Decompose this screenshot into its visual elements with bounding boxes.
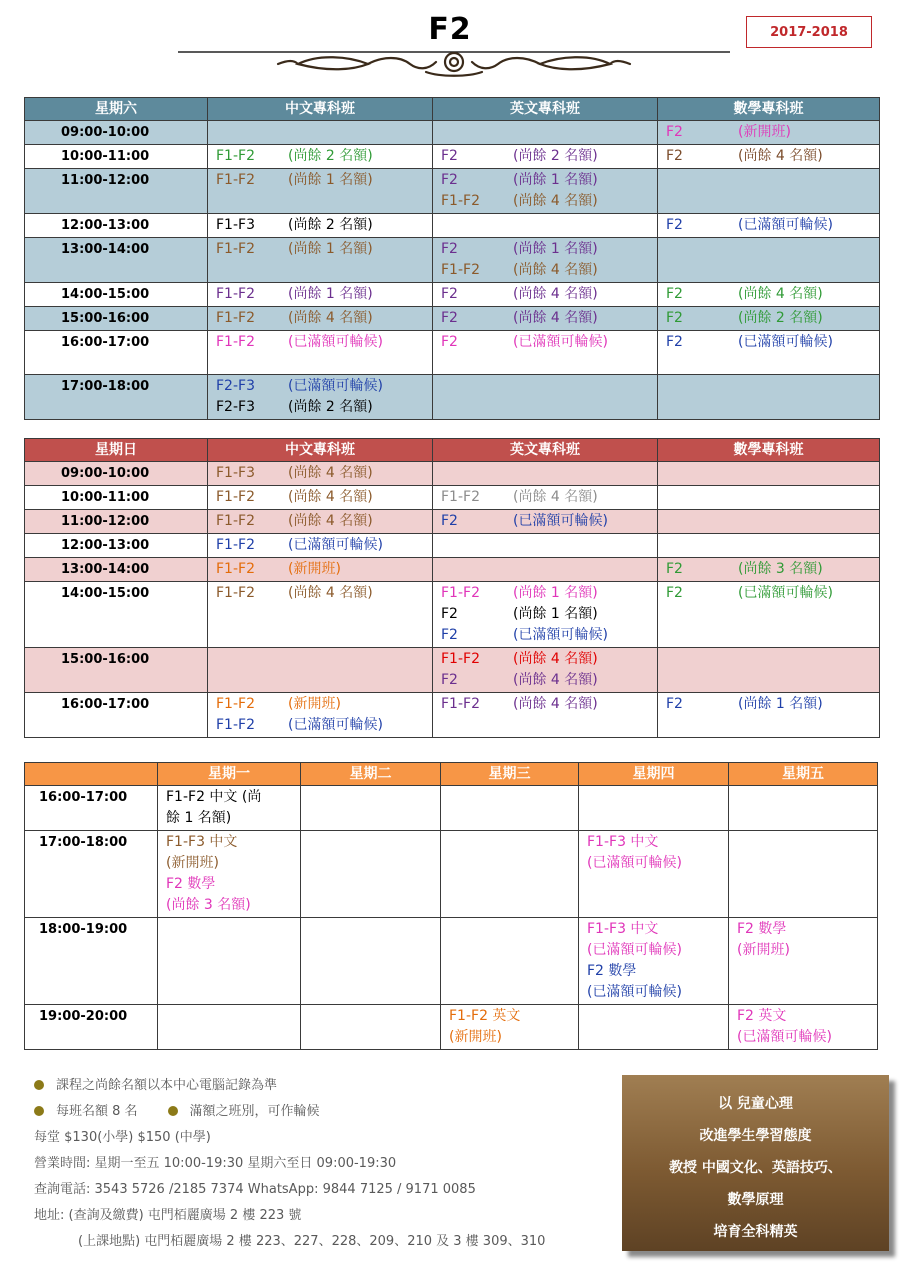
class-status: (已滿額可輪候) <box>288 334 383 350</box>
class-line: (已滿額可輪候) <box>587 855 682 871</box>
class-cell <box>208 169 433 214</box>
table-row <box>25 145 880 169</box>
class-entry <box>666 215 871 236</box>
time-slot: 17:00-18:00 <box>25 831 158 918</box>
class-status: (已滿額可輪候) <box>513 513 608 529</box>
time-slot: 15:00-16:00 <box>25 307 208 331</box>
class-cell <box>301 831 441 918</box>
class-entry <box>441 260 649 281</box>
class-cell <box>433 648 658 693</box>
class-cell <box>208 121 433 145</box>
class-level: F2 <box>441 241 458 257</box>
class-level: F2 <box>441 606 458 622</box>
class-cell <box>208 534 433 558</box>
slogan-line: 教授 中國文化、英語技巧、 <box>669 1160 842 1176</box>
class-level: F1-F2 <box>441 262 480 278</box>
time-slot: 13:00-14:00 <box>25 558 208 582</box>
class-cell <box>658 145 880 169</box>
class-cell <box>658 169 880 214</box>
class-status: (已滿額可輪候) <box>738 585 833 601</box>
class-entry <box>216 535 424 556</box>
class-cell <box>433 214 658 238</box>
class-status: (尚餘 1 名額) <box>513 585 598 601</box>
class-cell <box>208 510 433 534</box>
class-level: F1-F3 <box>216 217 255 233</box>
class-cell <box>301 918 441 1005</box>
header-chinese: 中文專科班 <box>208 439 433 462</box>
header-tuesday: 星期二 <box>301 763 441 786</box>
sunday-schedule-table <box>24 438 880 738</box>
class-status: (尚餘 4 名額) <box>513 310 598 326</box>
class-level: F2 <box>666 124 683 140</box>
class-level: F1-F2 <box>441 489 480 505</box>
header-friday: 星期五 <box>729 763 878 786</box>
class-cell <box>208 238 433 283</box>
class-line: F1-F2 中文 (尚 <box>166 789 262 805</box>
table-row <box>25 693 880 738</box>
table-row <box>25 283 880 307</box>
class-line: F2 數學 <box>166 876 216 892</box>
header-day: 星期日 <box>25 439 208 462</box>
class-cell <box>658 582 880 648</box>
weekday-schedule-table <box>24 762 878 1050</box>
class-cell <box>433 331 658 375</box>
class-status: (尚餘 4 名額) <box>513 193 598 209</box>
class-cell <box>208 307 433 331</box>
table-row <box>25 214 880 238</box>
class-cell <box>433 486 658 510</box>
table-row <box>25 534 880 558</box>
bullet-icon <box>168 1106 178 1116</box>
class-status: (已滿額可輪候) <box>738 334 833 350</box>
class-level: F1-F2 <box>216 310 255 326</box>
class-level: F1-F2 <box>216 585 255 601</box>
class-status: (尚餘 2 名額) <box>288 148 373 164</box>
class-status: (已滿額可輪候) <box>288 717 383 733</box>
table-row <box>25 786 878 831</box>
class-cell <box>433 558 658 582</box>
class-status: (已滿額可輪候) <box>738 217 833 233</box>
class-entry <box>441 625 649 646</box>
class-level: F1-F2 <box>216 513 255 529</box>
table-row <box>25 375 880 420</box>
class-entry <box>441 583 649 604</box>
class-line: F2 數學 <box>737 921 787 937</box>
class-cell <box>658 121 880 145</box>
page-title: F2 <box>428 12 472 47</box>
class-status: (尚餘 4 名額) <box>288 310 373 326</box>
class-level: F2 <box>666 217 683 233</box>
time-slot: 16:00-17:00 <box>25 786 158 831</box>
table-row <box>25 558 880 582</box>
time-slot: 12:00-13:00 <box>25 214 208 238</box>
class-cell <box>433 534 658 558</box>
class-line: (已滿額可輪候) <box>587 984 682 1000</box>
class-status: (尚餘 4 名額) <box>513 286 598 302</box>
class-cell <box>579 786 729 831</box>
class-cell <box>433 375 658 420</box>
class-cell <box>208 486 433 510</box>
class-cell <box>208 283 433 307</box>
class-status: (尚餘 4 名額) <box>513 651 598 667</box>
class-line: (新開班) <box>449 1029 502 1045</box>
class-cell <box>208 214 433 238</box>
header-chinese: 中文專科班 <box>208 98 433 121</box>
class-cell <box>729 831 878 918</box>
header-wednesday: 星期三 <box>441 763 579 786</box>
class-level: F2 <box>666 334 683 350</box>
class-entry <box>666 308 871 329</box>
class-cell <box>208 375 433 420</box>
class-cell <box>433 307 658 331</box>
class-cell <box>208 648 433 693</box>
class-cell <box>433 510 658 534</box>
time-slot: 18:00-19:00 <box>25 918 158 1005</box>
bullet-icon <box>34 1080 44 1090</box>
class-cell <box>658 462 880 486</box>
time-slot: 16:00-17:00 <box>25 331 208 375</box>
class-entry <box>216 284 424 305</box>
time-slot: 12:00-13:00 <box>25 534 208 558</box>
class-cell <box>658 486 880 510</box>
class-cell <box>658 214 880 238</box>
class-entry <box>441 284 649 305</box>
class-cell <box>433 169 658 214</box>
table-row <box>25 486 880 510</box>
time-slot: 14:00-15:00 <box>25 283 208 307</box>
table-row <box>25 831 878 918</box>
note-phone: 查詢電話: 3543 5726 /2185 7374 WhatsApp: 9844 7125 / 9171 0085 <box>34 1182 476 1197</box>
class-entry <box>441 191 649 212</box>
class-status: (已滿額可輪候) <box>288 378 383 394</box>
class-cell <box>158 1005 301 1050</box>
class-entry <box>441 308 649 329</box>
class-line: F1-F3 中文 <box>587 921 659 937</box>
time-slot: 09:00-10:00 <box>25 462 208 486</box>
table-row <box>25 462 880 486</box>
class-entry <box>666 332 871 353</box>
class-status: (新開班) <box>288 696 341 712</box>
class-line: F1-F2 英文 <box>449 1008 521 1024</box>
table-row <box>25 648 880 693</box>
class-status: (新開班) <box>738 124 791 140</box>
class-line: (尚餘 3 名額) <box>166 897 251 913</box>
class-level: F1-F2 <box>216 286 255 302</box>
class-level: F2 <box>666 148 683 164</box>
time-slot: 10:00-11:00 <box>25 486 208 510</box>
time-slot: 17:00-18:00 <box>25 375 208 420</box>
class-cell <box>729 1005 878 1050</box>
class-status: (尚餘 3 名額) <box>738 561 823 577</box>
class-cell <box>658 510 880 534</box>
class-entry <box>666 284 871 305</box>
class-entry <box>666 122 871 143</box>
class-level: F2 <box>666 561 683 577</box>
class-entry <box>216 170 424 191</box>
class-cell <box>658 375 880 420</box>
table-row <box>25 121 880 145</box>
class-entry <box>216 487 424 508</box>
class-level: F1-F2 <box>216 334 255 350</box>
class-level: F2 <box>441 672 458 688</box>
time-slot: 11:00-12:00 <box>25 169 208 214</box>
class-entry <box>216 397 424 418</box>
class-cell <box>301 1005 441 1050</box>
class-cell <box>208 582 433 648</box>
class-cell <box>579 831 729 918</box>
class-level: F1-F3 <box>216 465 255 481</box>
class-status: (尚餘 1 名額) <box>288 241 373 257</box>
class-cell <box>208 331 433 375</box>
note-class-location: (上課地點) 屯門栢麗廣場 2 樓 223、227、228、209、210 及 3 樓 309、310 <box>78 1234 546 1249</box>
header-english: 英文專科班 <box>433 439 658 462</box>
slogan-box <box>622 1075 889 1251</box>
class-entry <box>216 308 424 329</box>
class-line: F2 英文 <box>737 1008 787 1024</box>
class-level: F2-F3 <box>216 378 255 394</box>
class-line: (新開班) <box>166 855 219 871</box>
class-status: (尚餘 2 名額) <box>738 310 823 326</box>
time-slot: 10:00-11:00 <box>25 145 208 169</box>
slogan-line: 改進學生學習態度 <box>699 1128 812 1144</box>
class-line: (已滿額可輪候) <box>737 1029 832 1045</box>
header-english: 英文專科班 <box>433 98 658 121</box>
table-row <box>25 1005 878 1050</box>
class-line: F1-F3 中文 <box>587 834 659 850</box>
table-row <box>25 169 880 214</box>
class-entry <box>441 170 649 191</box>
class-cell <box>158 831 301 918</box>
class-status: (尚餘 4 名額) <box>288 489 373 505</box>
class-cell <box>208 558 433 582</box>
header-math: 數學專科班 <box>658 439 880 462</box>
class-level: F2 <box>441 310 458 326</box>
class-level: F2-F3 <box>216 399 255 415</box>
class-status: (尚餘 2 名額) <box>288 399 373 415</box>
time-slot: 09:00-10:00 <box>25 121 208 145</box>
table-row <box>25 307 880 331</box>
class-level: F1-F2 <box>441 193 480 209</box>
class-level: F1-F2 <box>441 585 480 601</box>
class-cell <box>579 1005 729 1050</box>
class-cell <box>433 121 658 145</box>
class-entry <box>216 376 424 397</box>
class-level: F2 <box>441 627 458 643</box>
class-cell <box>208 462 433 486</box>
class-entry <box>441 694 649 715</box>
year-badge: 2017-2018 <box>746 16 872 48</box>
class-status: (尚餘 1 名額) <box>513 172 598 188</box>
note-fee: 每堂 $130(小學) $150 (中學) <box>34 1130 211 1145</box>
time-slot: 19:00-20:00 <box>25 1005 158 1050</box>
time-slot: 13:00-14:00 <box>25 238 208 283</box>
bullet-icon <box>34 1106 44 1116</box>
class-entry <box>216 583 424 604</box>
class-status: (新開班) <box>288 561 341 577</box>
header-time <box>25 763 158 786</box>
slogan-line: 培育全科精英 <box>713 1224 798 1240</box>
class-status: (已滿額可輪候) <box>513 334 608 350</box>
note-hours: 營業時間: 星期一至五 10:00-19:30 星期六至日 09:00-19:30 <box>34 1156 397 1171</box>
class-status: (尚餘 4 名額) <box>288 513 373 529</box>
slogan-line: 以 兒童心理 <box>718 1096 793 1112</box>
time-slot: 15:00-16:00 <box>25 648 208 693</box>
class-status: (尚餘 4 名額) <box>288 465 373 481</box>
class-level: F2 <box>666 286 683 302</box>
table-row <box>25 331 880 375</box>
slogan-line: 數學原理 <box>727 1192 784 1208</box>
time-slot: 14:00-15:00 <box>25 582 208 648</box>
class-cell <box>158 786 301 831</box>
class-level: F1-F2 <box>216 148 255 164</box>
class-entry <box>216 239 424 260</box>
class-status: (尚餘 1 名額) <box>513 241 598 257</box>
class-status: (已滿額可輪候) <box>288 537 383 553</box>
class-entry <box>441 332 649 353</box>
class-entry <box>441 487 649 508</box>
class-level: F2 <box>441 513 458 529</box>
class-entry <box>441 511 649 532</box>
table-row <box>25 582 880 648</box>
class-line: F2 數學 <box>587 963 637 979</box>
class-cell <box>658 238 880 283</box>
class-cell <box>441 786 579 831</box>
class-entry <box>441 649 649 670</box>
class-cell <box>579 918 729 1005</box>
class-cell <box>433 238 658 283</box>
class-entry <box>441 239 649 260</box>
note-address: 地址: (查詢及繳費) 屯門栢麗廣場 2 樓 223 號 <box>34 1208 302 1223</box>
class-cell <box>658 693 880 738</box>
saturday-schedule-table <box>24 97 880 420</box>
header-thursday: 星期四 <box>579 763 729 786</box>
notes-block <box>34 1073 614 1255</box>
class-cell <box>433 693 658 738</box>
header-math: 數學專科班 <box>658 98 880 121</box>
class-line: F1-F3 中文 <box>166 834 238 850</box>
class-status: (尚餘 1 名額) <box>738 696 823 712</box>
class-cell <box>301 786 441 831</box>
note-quota-record: 課程之尚餘名額以本中心電腦記錄為準 <box>34 1073 614 1099</box>
class-status: (尚餘 1 名額) <box>513 606 598 622</box>
class-line: (已滿額可輪候) <box>587 942 682 958</box>
class-cell <box>441 831 579 918</box>
class-entry <box>216 511 424 532</box>
class-status: (尚餘 4 名額) <box>738 148 823 164</box>
class-status: (尚餘 4 名額) <box>513 696 598 712</box>
class-status: (尚餘 1 名額) <box>288 172 373 188</box>
class-status: (尚餘 2 名額) <box>513 148 598 164</box>
class-cell <box>658 648 880 693</box>
class-status: (尚餘 1 名額) <box>288 286 373 302</box>
class-cell <box>658 283 880 307</box>
class-level: F2 <box>441 148 458 164</box>
class-entry <box>666 559 871 580</box>
class-level: F1-F2 <box>216 717 255 733</box>
class-entry <box>216 146 424 167</box>
ornament-divider-icon <box>178 46 730 78</box>
class-entry <box>216 463 424 484</box>
class-cell <box>729 786 878 831</box>
class-status: (尚餘 4 名額) <box>738 286 823 302</box>
class-entry <box>666 583 871 604</box>
class-entry <box>441 146 649 167</box>
table-row <box>25 510 880 534</box>
class-entry <box>441 670 649 691</box>
class-entry <box>441 604 649 625</box>
class-level: F2 <box>666 310 683 326</box>
class-level: F1-F2 <box>441 651 480 667</box>
class-level: F1-F2 <box>216 696 255 712</box>
table-row <box>25 238 880 283</box>
class-cell <box>433 462 658 486</box>
class-level: F1-F2 <box>216 241 255 257</box>
class-level: F1-F2 <box>441 696 480 712</box>
class-status: (已滿額可輪候) <box>513 627 608 643</box>
class-cell <box>433 582 658 648</box>
class-level: F2 <box>441 334 458 350</box>
class-cell <box>433 145 658 169</box>
class-entry <box>666 694 871 715</box>
class-cell <box>208 145 433 169</box>
class-cell <box>433 283 658 307</box>
class-level: F2 <box>441 286 458 302</box>
class-entry <box>666 146 871 167</box>
time-slot: 11:00-12:00 <box>25 510 208 534</box>
class-status: (尚餘 4 名額) <box>513 672 598 688</box>
note-class-size: 每班名額 8 名 滿額之班別，可作輪候 <box>34 1099 614 1125</box>
header-day: 星期六 <box>25 98 208 121</box>
class-line: 餘 1 名額) <box>166 810 232 826</box>
class-entry <box>216 215 424 236</box>
class-entry <box>216 332 424 353</box>
class-status: (尚餘 4 名額) <box>513 262 598 278</box>
class-line: (新開班) <box>737 942 790 958</box>
class-cell <box>658 558 880 582</box>
class-level: F2 <box>441 172 458 188</box>
time-slot: 16:00-17:00 <box>25 693 208 738</box>
class-cell <box>658 534 880 558</box>
class-level: F2 <box>666 585 683 601</box>
class-level: F1-F2 <box>216 561 255 577</box>
class-status: (尚餘 4 名額) <box>513 489 598 505</box>
class-cell <box>441 1005 579 1050</box>
class-cell <box>658 331 880 375</box>
table-row <box>25 918 878 1005</box>
class-level: F1-F2 <box>216 172 255 188</box>
class-level: F1-F2 <box>216 537 255 553</box>
class-cell <box>658 307 880 331</box>
class-level: F1-F2 <box>216 489 255 505</box>
class-cell <box>441 918 579 1005</box>
class-level: F2 <box>666 696 683 712</box>
class-status: (尚餘 4 名額) <box>288 585 373 601</box>
class-entry <box>216 559 424 580</box>
class-status: (尚餘 2 名額) <box>288 217 373 233</box>
class-entry <box>216 694 424 715</box>
class-cell <box>158 918 301 1005</box>
class-entry <box>216 715 424 736</box>
class-cell <box>208 693 433 738</box>
class-cell <box>729 918 878 1005</box>
header-monday: 星期一 <box>158 763 301 786</box>
